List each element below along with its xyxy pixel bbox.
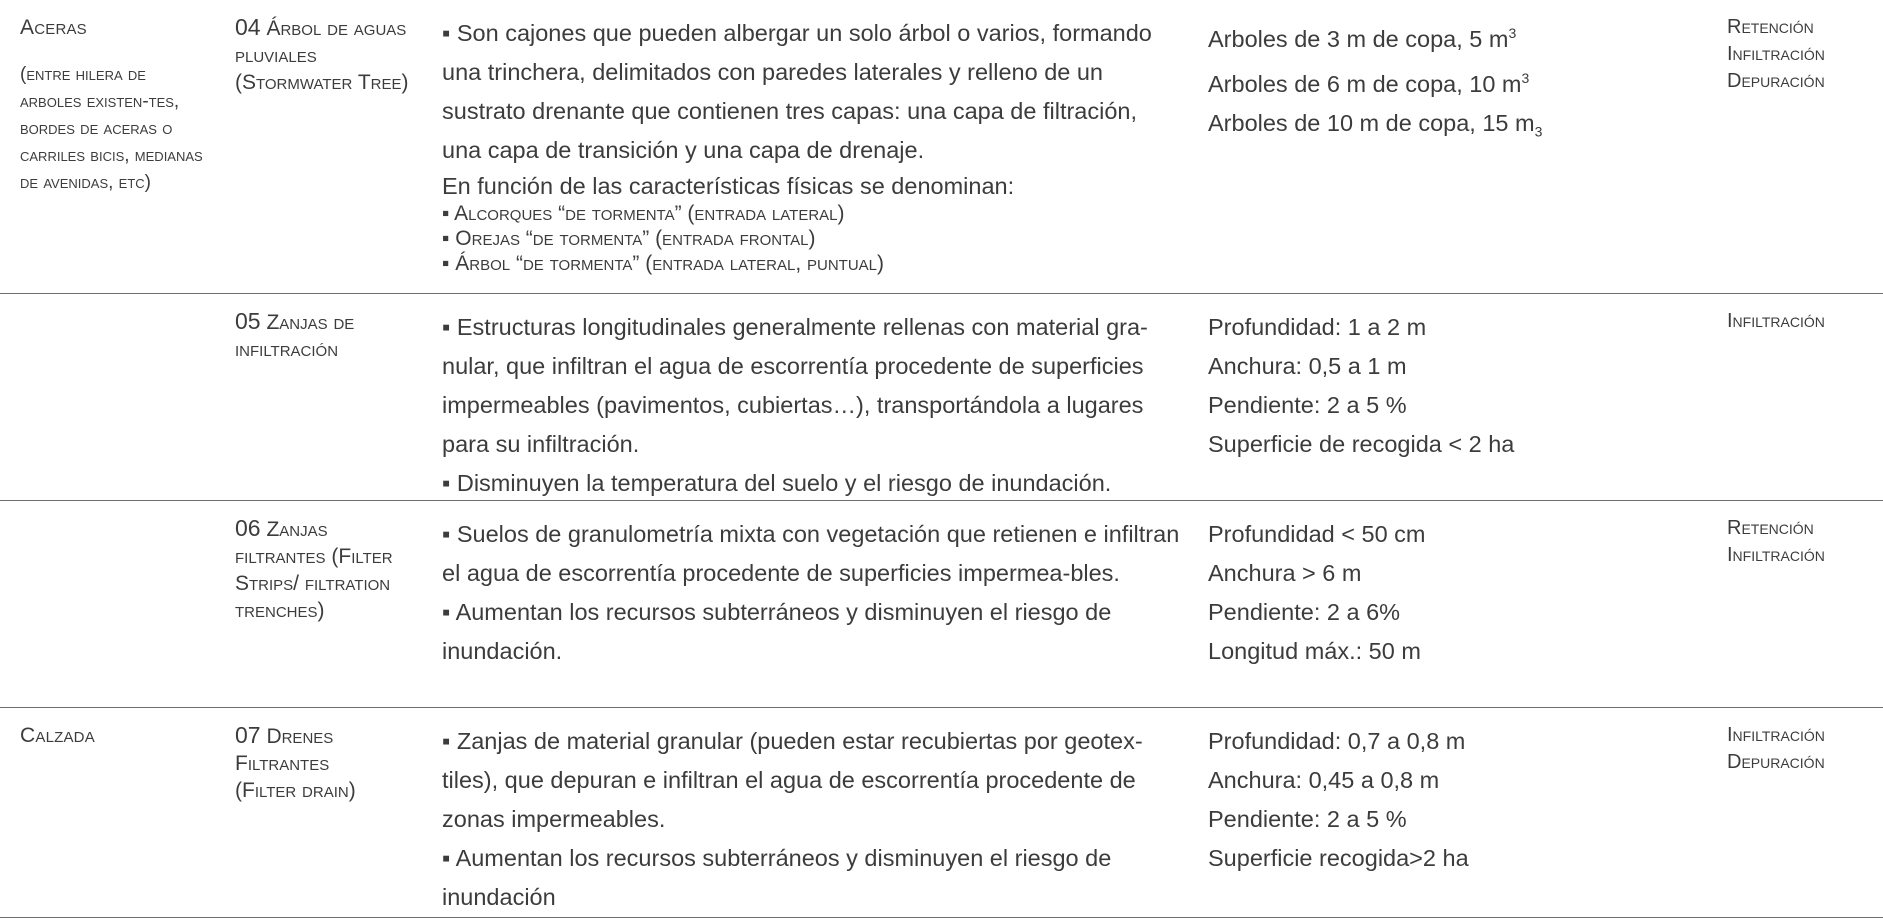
parameter: Arboles de 6 m de copa, 10 $m^3$ bbox=[1208, 69, 1530, 97]
parameter: Anchura > 6 m bbox=[1208, 560, 1362, 586]
parameters-cell bbox=[1208, 308, 1678, 464]
functions-cell bbox=[1727, 722, 1877, 776]
description-paragraph: ▪ Aumentan los recursos subterráneos y disminuyen el riesgo de inundación bbox=[442, 845, 1112, 910]
description-paragraph: ▪ Disminuyen la temperatura del suelo y el riesgo de inundación. bbox=[442, 470, 1112, 496]
parameter: Superficie de recogida < 2 ha bbox=[1208, 431, 1515, 457]
parameters-cell bbox=[1208, 722, 1678, 878]
item-code: 07 bbox=[235, 722, 261, 748]
parameter: Arboles de 3 m de copa, 5 $m^3$ bbox=[1208, 25, 1517, 52]
table-row bbox=[0, 294, 1883, 501]
description-paragraph: ▪ Estructuras longitudinales generalmente rellenas con material gra-nular, que infiltran el agua de escorrentía procedente de superficies impermeables (pavimentos, cubiertas…), transportándola a lugares para su infiltración. bbox=[442, 314, 1148, 457]
item-title bbox=[235, 515, 400, 624]
zone-label: Aceras bbox=[20, 16, 87, 39]
item-name: Zanjas de infiltración bbox=[235, 311, 355, 361]
parameter: Pendiente: 2 a 5 % bbox=[1208, 806, 1407, 832]
parameter: Profundidad: 1 a 2 m bbox=[1208, 314, 1427, 340]
subitem: ▪ Orejas “de tormenta” (entrada frontal) bbox=[442, 227, 816, 250]
zone-label: Calzada bbox=[20, 724, 95, 747]
functions-cell bbox=[1727, 14, 1877, 95]
parameter: Superficie recogida>2 ha bbox=[1208, 845, 1469, 871]
parameter: Anchura: 0,45 a 0,8 m bbox=[1208, 767, 1440, 793]
item-description bbox=[442, 14, 1182, 276]
item-description bbox=[442, 515, 1182, 671]
parameter: Anchura: 0,5 a 1 m bbox=[1208, 353, 1407, 379]
item-code: 04 bbox=[235, 14, 261, 40]
subitem: ▪ Alcorques “de tormenta” (entrada lateral) bbox=[442, 202, 845, 225]
function-label: Depuración bbox=[1727, 751, 1825, 773]
description-paragraph: ▪ Suelos de granulometría mixta con vegetación que retienen e infiltran el agua de escorrentía procedente de superficies impermea-bles. bbox=[442, 521, 1180, 586]
function-label: Infiltración bbox=[1727, 310, 1825, 332]
parameter: Arboles de 10 m de copa, 15 $m_3$ bbox=[1208, 109, 1543, 140]
function-label: Retención bbox=[1727, 16, 1814, 38]
table-row bbox=[0, 0, 1883, 294]
item-code: 05 bbox=[235, 308, 261, 334]
item-title bbox=[235, 308, 395, 363]
item-description bbox=[442, 722, 1182, 917]
zone-note: (entre hilera de arboles existen-tes, bordes de aceras o carriles bicis, medianas de avenidas, etc) bbox=[20, 64, 203, 193]
function-label: Infiltración bbox=[1727, 43, 1825, 65]
item-name: Árbol de aguas pluviales (Stormwater Tree) bbox=[235, 17, 409, 94]
zone-cell bbox=[20, 14, 220, 196]
table-row bbox=[0, 501, 1883, 708]
description-paragraph: ▪ Aumentan los recursos subterráneos y disminuyen el riesgo de inundación. bbox=[442, 599, 1112, 664]
function-label: Depuración bbox=[1727, 70, 1825, 92]
parameter: Pendiente: 2 a 6% bbox=[1208, 599, 1401, 625]
functions-cell bbox=[1727, 515, 1877, 569]
table-row bbox=[0, 708, 1883, 918]
function-label: Infiltración bbox=[1727, 724, 1825, 746]
parameter: Profundidad < 50 cm bbox=[1208, 521, 1426, 547]
description-paragraph: ▪ Zanjas de material granular (pueden estar recubiertas por geotex-tiles), que depuran e infiltran el agua de escorrentía procedente de zonas impermeables. bbox=[442, 728, 1143, 832]
description-intro: En función de las características físicas se denominan: bbox=[442, 173, 1015, 199]
function-label: Infiltración bbox=[1727, 544, 1825, 566]
parameters-cell bbox=[1208, 515, 1678, 671]
parameters-cell bbox=[1208, 14, 1678, 151]
item-name: Zanjas filtrantes (Filter Strips/ filtration trenches) bbox=[235, 518, 393, 622]
item-title bbox=[235, 722, 385, 804]
item-description bbox=[442, 308, 1182, 503]
subitem: ▪ Árbol “de tormenta” (entrada lateral, puntual) bbox=[442, 252, 884, 275]
parameter: Pendiente: 2 a 5 % bbox=[1208, 392, 1407, 418]
parameter: Profundidad: 0,7 a 0,8 m bbox=[1208, 728, 1466, 754]
parameter: Longitud máx.: 50 m bbox=[1208, 638, 1421, 664]
description-paragraph: ▪ Son cajones que pueden albergar un solo árbol o varios, formando una trinchera, delimitados con paredes laterales y relleno de un sustrato drenante que contienen tres capas: una capa de filtración, una capa de transición y una capa de drenaje. bbox=[442, 20, 1152, 163]
function-label: Retención bbox=[1727, 517, 1814, 539]
item-title bbox=[235, 14, 415, 96]
item-code: 06 bbox=[235, 515, 261, 541]
functions-cell bbox=[1727, 308, 1877, 335]
zone-cell bbox=[20, 722, 220, 749]
item-name: Drenes Filtrantes (Filter drain) bbox=[235, 725, 356, 802]
